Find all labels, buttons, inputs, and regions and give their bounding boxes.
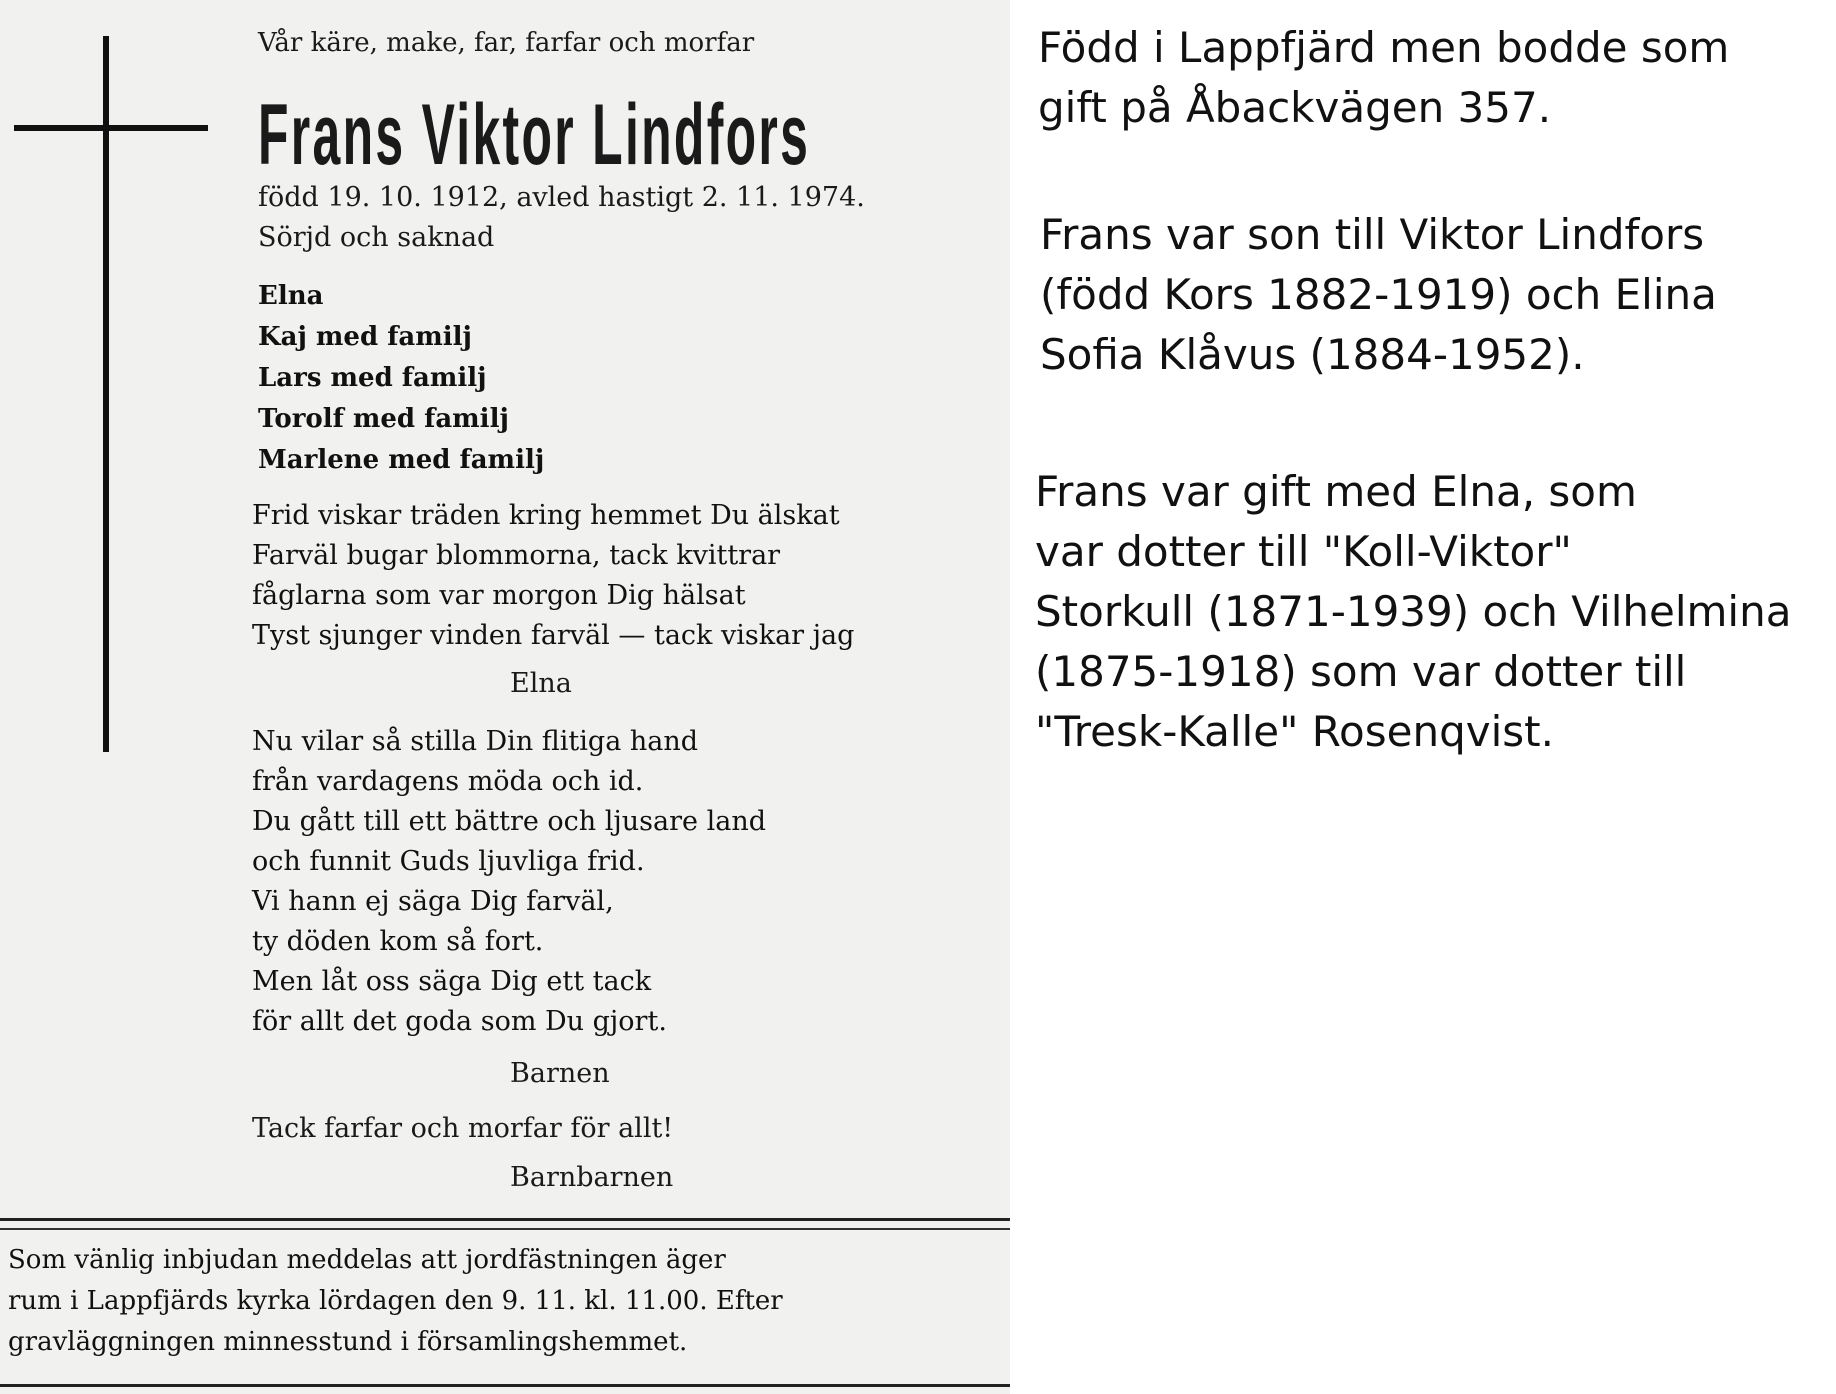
- divider: [0, 1384, 1010, 1387]
- poem-line: Farväl bugar blommorna, tack kvittrar: [252, 540, 781, 571]
- note-line: (född Kors 1882-1919) och Elina: [1040, 270, 1717, 319]
- birth-death-dates: född 19. 10. 1912, avled hastigt 2. 11. 1974.: [258, 182, 865, 213]
- poem-signature-children: Barnen: [510, 1058, 610, 1089]
- notice-line: gravläggningen minnesstund i församlingshemmet.: [8, 1327, 688, 1357]
- notice-line: rum i Lappfjärds kyrka lördagen den 9. 11. kl. 11.00. Efter: [8, 1286, 783, 1316]
- deceased-name: Frans Viktor Lindfors: [258, 87, 811, 183]
- note-parents: [1040, 205, 1717, 385]
- note-line: gift på Åbackvägen 357.: [1038, 83, 1552, 132]
- note-line: Sofia Klåvus (1884-1952).: [1040, 330, 1585, 379]
- poem-line: Nu vilar så stilla Din flitiga hand: [252, 726, 699, 757]
- poem-line: ty döden kom så fort.: [252, 926, 544, 957]
- note-line: "Tresk-Kalle" Rosenqvist.: [1035, 707, 1554, 756]
- notice-line: Som vänlig inbjudan meddelas att jordfästningen äger: [8, 1245, 726, 1275]
- divider: [0, 1218, 1010, 1221]
- poem-line: Frid viskar träden kring hemmet Du älskat: [252, 500, 840, 531]
- family-member: Marlene med familj: [258, 445, 545, 475]
- poem-line: Tyst sjunger vinden farväl — tack viskar jag: [252, 620, 855, 651]
- cross-icon-horizontal: [14, 125, 208, 131]
- note-birthplace: [1038, 18, 1729, 138]
- family-member: Elna: [258, 281, 324, 311]
- poem-line: Vi hann ej säga Dig farväl,: [252, 886, 614, 917]
- note-spouse: [1035, 462, 1791, 762]
- poem-signature-elna: Elna: [510, 668, 572, 699]
- cross-icon-vertical: [103, 36, 109, 752]
- poem-children: [252, 722, 766, 1042]
- poem-line: fåglarna som var morgon Dig hälsat: [252, 580, 746, 611]
- divider: [0, 1228, 1010, 1230]
- note-line: var dotter till "Koll-Viktor": [1035, 527, 1572, 576]
- poem-line: och funnit Guds ljuvliga frid.: [252, 846, 645, 877]
- poem-line: för allt det goda som Du gjort.: [252, 1006, 667, 1037]
- poem-elna: [252, 496, 854, 656]
- funeral-notice: [8, 1240, 783, 1363]
- poem-line: Men låt oss säga Dig ett tack: [252, 966, 652, 997]
- note-line: Född i Lappfjärd men bodde som: [1038, 23, 1730, 72]
- family-member: Torolf med familj: [258, 404, 509, 434]
- poem-line: Du gått till ett bättre och ljusare land: [252, 806, 767, 837]
- mourned-line: Sörjd och saknad: [258, 222, 495, 253]
- family-member: Kaj med familj: [258, 322, 472, 352]
- family-list: [258, 276, 544, 481]
- note-line: Storkull (1871-1939) och Vilhelmina: [1035, 587, 1792, 636]
- signature-grandchildren: Barnbarnen: [510, 1162, 674, 1193]
- poem-line: från vardagens möda och id.: [252, 766, 644, 797]
- note-line: Frans var gift med Elna, som: [1035, 467, 1637, 516]
- obituary-intro: Vår käre, make, far, farfar och morfar: [258, 28, 755, 58]
- grandchildren-thanks: Tack farfar och morfar för allt!: [252, 1113, 674, 1144]
- family-member: Lars med familj: [258, 363, 487, 393]
- note-line: (1875-1918) som var dotter till: [1035, 647, 1687, 696]
- note-line: Frans var son till Viktor Lindfors: [1040, 210, 1705, 259]
